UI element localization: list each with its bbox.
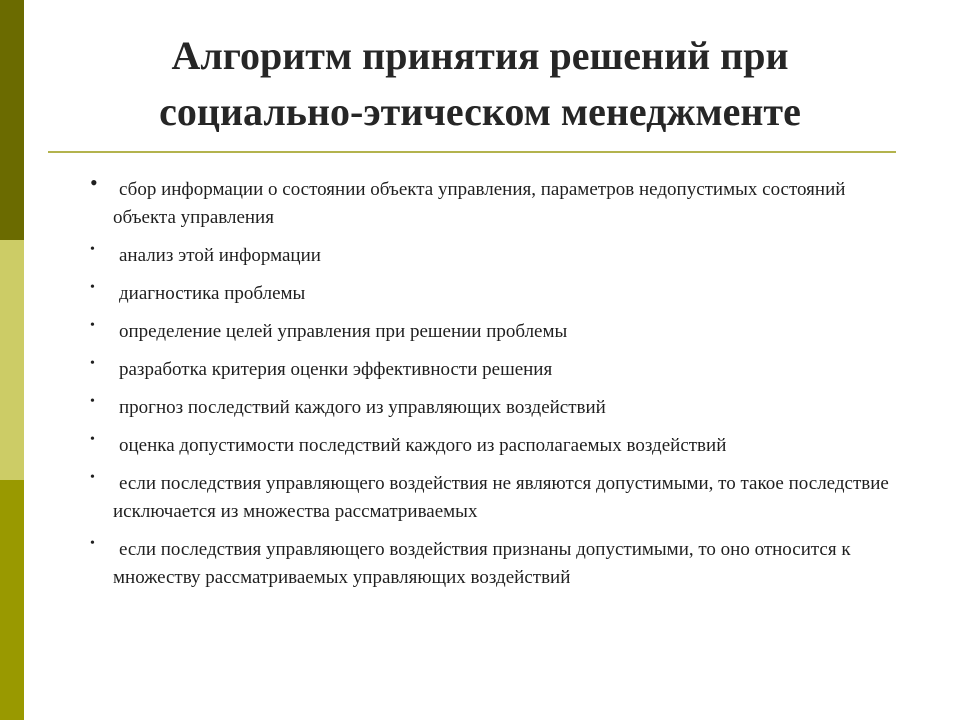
slide-title — [60, 28, 900, 140]
list-item-text: диагностика проблемы — [119, 283, 306, 304]
list-item — [88, 470, 898, 526]
list-item — [88, 356, 898, 384]
title-line-2: социально-этическом менеджменте — [159, 89, 801, 134]
list-item — [88, 394, 898, 422]
bullet-icon: • — [90, 242, 95, 257]
bullet-icon: • — [90, 318, 95, 333]
title-line-1: Алгоритм принятия решений при — [171, 33, 789, 78]
list-item — [88, 432, 898, 460]
side-accent-bar — [0, 0, 24, 720]
bullet-icon: • — [90, 432, 95, 447]
bullet-icon: • — [90, 280, 95, 295]
side-bar-top-segment — [0, 0, 24, 240]
title-divider — [48, 151, 896, 153]
list-item — [88, 170, 898, 232]
bullet-list — [88, 170, 898, 602]
list-item-text: если последствия управляющего воздействия признаны допустимыми, то оно относится к множеству рассматриваемых управляющих воздействий — [113, 539, 851, 588]
list-item-text: прогноз последствий каждого из управляющих воздействий — [119, 397, 606, 418]
side-bar-middle-segment — [0, 240, 24, 480]
bullet-icon: • — [90, 536, 95, 551]
list-item — [88, 318, 898, 346]
list-item-text: анализ этой информации — [119, 245, 321, 266]
side-bar-bottom-segment — [0, 480, 24, 720]
bullet-icon: • — [90, 394, 95, 409]
bullet-icon: • — [90, 470, 95, 485]
list-item-text: сбор информации о состоянии объекта управления, параметров недопустимых состояний объекта управления — [113, 179, 846, 228]
bullet-icon: • — [90, 170, 98, 195]
list-item — [88, 242, 898, 270]
list-item-text: определение целей управления при решении проблемы — [119, 321, 568, 342]
bullet-icon: • — [90, 356, 95, 371]
list-item — [88, 536, 898, 592]
list-item-text: разработка критерия оценки эффективности решения — [119, 359, 553, 380]
list-item-text: оценка допустимости последствий каждого из располагаемых воздействий — [119, 435, 727, 456]
list-item-text: если последствия управляющего воздействия не являются допустимыми, то такое последствие исключается из множества рассматриваемых — [113, 473, 889, 522]
list-item — [88, 280, 898, 308]
